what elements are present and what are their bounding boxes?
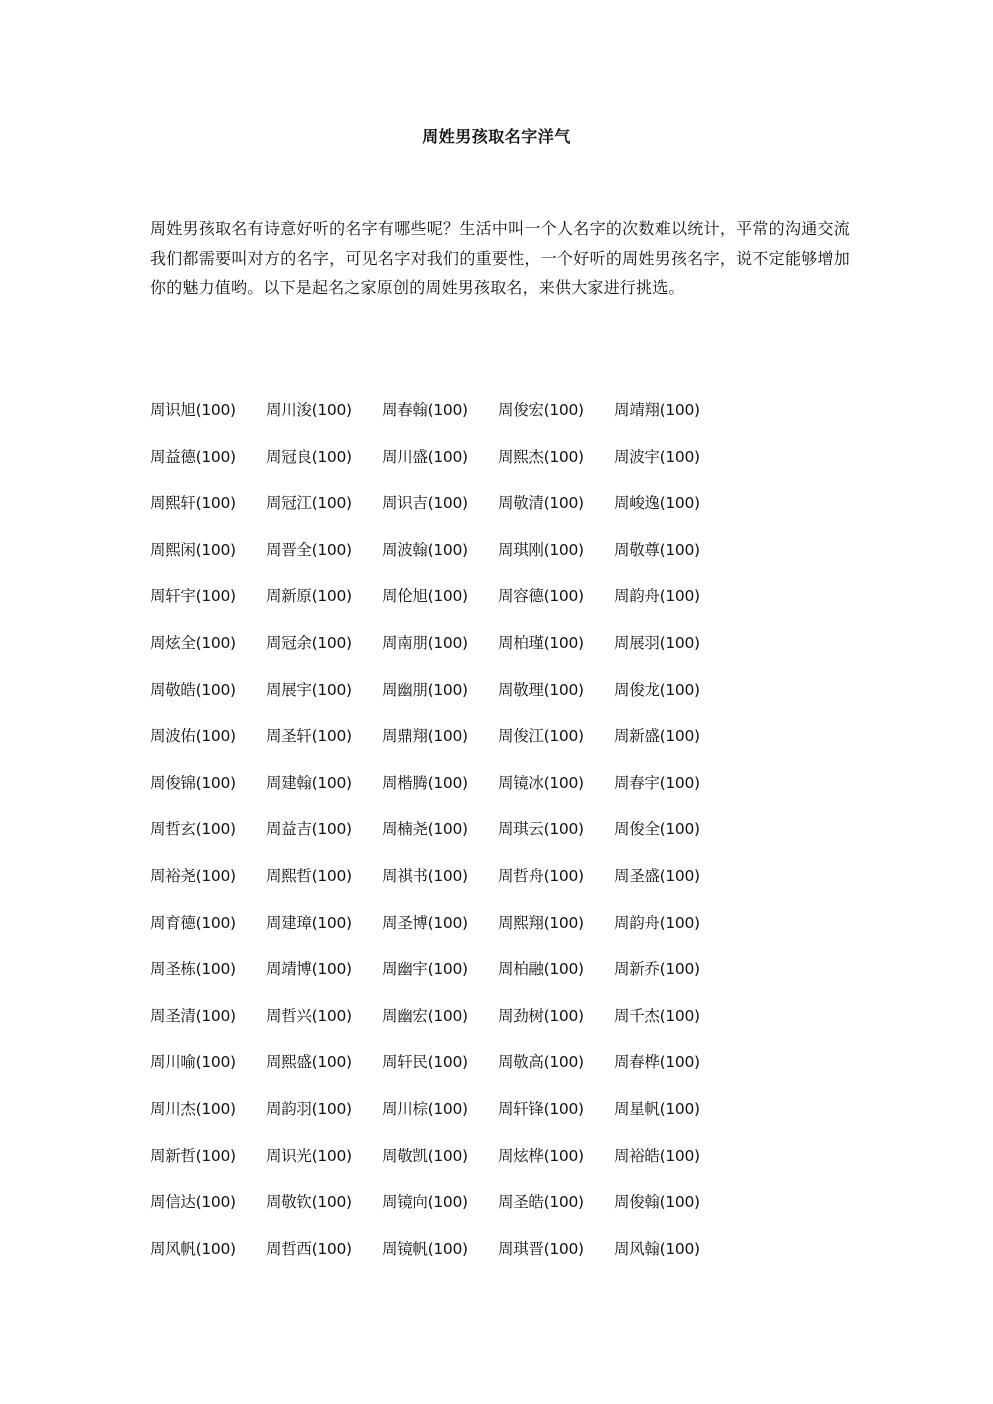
name-row [150,771,750,818]
name-entry: 周熙闲(100) [150,540,236,559]
name-entry: 周幽宇(100) [382,960,468,979]
name-entry: 周圣栋(100) [150,960,236,979]
name-entry: 周圣皓(100) [498,1193,584,1212]
name-entry: 周俊锦(100) [150,773,236,792]
name-entry: 周识旭(100) [150,401,236,419]
name-entry: 周星帆(100) [614,1099,700,1118]
name-row [150,491,750,538]
name-entry: 周新盛(100) [614,727,700,746]
name-row [150,584,750,631]
name-entry: 周镜向(100) [382,1193,468,1212]
name-row [150,1237,750,1284]
name-row [150,1144,750,1191]
name-list [150,398,750,1283]
name-entry: 周靖翔(100) [614,401,700,419]
name-entry: 周裕尧(100) [150,866,236,885]
name-entry: 周俊翰(100) [614,1193,700,1212]
name-row [150,631,750,678]
name-row [150,1097,750,1144]
name-entry: 周轩宇(100) [150,587,236,606]
name-row [150,724,750,771]
name-entry: 周敬清(100) [498,494,584,513]
name-entry: 周琪云(100) [498,820,584,839]
name-entry: 周俊江(100) [498,727,584,746]
name-entry: 周识光(100) [266,1146,352,1165]
name-entry: 周轩锋(100) [498,1099,584,1118]
name-entry: 周敬高(100) [498,1053,584,1072]
name-entry: 周敬凯(100) [382,1146,468,1165]
name-entry: 周俊宏(100) [498,401,584,419]
name-entry: 周哲兴(100) [266,1006,352,1025]
name-row [150,1190,750,1237]
name-entry: 周鼎翔(100) [382,727,468,746]
name-entry: 周幽宏(100) [382,1006,468,1025]
name-entry: 周韵羽(100) [266,1099,352,1118]
name-row [150,678,750,725]
name-entry: 周哲西(100) [266,1239,352,1258]
name-entry: 周韵舟(100) [614,587,700,606]
name-entry: 周幽朋(100) [382,680,468,699]
name-entry: 周熙盛(100) [266,1053,352,1072]
name-row [150,538,750,585]
name-row [150,817,750,864]
name-entry: 周建翰(100) [266,773,352,792]
name-entry: 周展宇(100) [266,680,352,699]
name-entry: 周冠良(100) [266,447,352,466]
name-entry: 周春宇(100) [614,773,700,792]
name-entry: 周敬钦(100) [266,1193,352,1212]
name-entry: 周新哲(100) [150,1146,236,1165]
name-entry: 周容德(100) [498,587,584,606]
name-entry: 周敬皓(100) [150,680,236,699]
name-entry: 周哲玄(100) [150,820,236,839]
name-entry: 周柏融(100) [498,960,584,979]
name-entry: 周风翰(100) [614,1239,700,1258]
name-entry: 周韵舟(100) [614,913,700,932]
name-row [150,445,750,492]
name-entry: 周祺书(100) [382,866,468,885]
name-entry: 周春桦(100) [614,1053,700,1072]
name-entry: 周益吉(100) [266,820,352,839]
name-entry: 周楷腾(100) [382,773,468,792]
name-row [150,911,750,958]
name-entry: 周镜冰(100) [498,773,584,792]
name-entry: 周敬尊(100) [614,540,700,559]
name-row [150,1004,750,1051]
name-entry: 周波宇(100) [614,447,700,466]
name-entry: 周风帆(100) [150,1239,236,1258]
name-entry: 周俊全(100) [614,820,700,839]
name-entry: 周冠江(100) [266,494,352,513]
name-entry: 周熙轩(100) [150,494,236,513]
name-entry: 周新原(100) [266,587,352,606]
name-entry: 周春翰(100) [382,401,468,419]
name-entry: 周琪晋(100) [498,1239,584,1258]
name-entry: 周熙翔(100) [498,913,584,932]
name-entry: 周川浚(100) [266,401,352,419]
name-entry: 周炫桦(100) [498,1146,584,1165]
name-entry: 周楠尧(100) [382,820,468,839]
name-entry: 周圣清(100) [150,1006,236,1025]
name-entry: 周川盛(100) [382,447,468,466]
name-entry: 周新乔(100) [614,960,700,979]
name-entry: 周熙杰(100) [498,447,584,466]
name-entry: 周圣轩(100) [266,727,352,746]
name-entry: 周琪刚(100) [498,540,584,559]
name-entry: 周育德(100) [150,913,236,932]
name-entry: 周俊龙(100) [614,680,700,699]
name-entry: 周波佑(100) [150,727,236,746]
name-entry: 周川棕(100) [382,1099,468,1118]
name-entry: 周敬理(100) [498,680,584,699]
name-entry: 周靖博(100) [266,960,352,979]
name-row [150,1050,750,1097]
document-title: 周姓男孩取名字洋气 [422,127,571,146]
name-entry: 周信达(100) [150,1193,236,1212]
name-row [150,864,750,911]
name-entry: 周轩民(100) [382,1053,468,1072]
name-entry: 周裕皓(100) [614,1146,700,1165]
name-entry: 周波翰(100) [382,540,468,559]
name-entry: 周圣盛(100) [614,866,700,885]
name-entry: 周哲舟(100) [498,866,584,885]
name-entry: 周建璋(100) [266,913,352,932]
name-entry: 周劲树(100) [498,1006,584,1025]
name-entry: 周晋全(100) [266,540,352,559]
name-entry: 周圣博(100) [382,913,468,932]
name-entry: 周冠余(100) [266,633,352,652]
name-entry: 周益德(100) [150,447,236,466]
intro-paragraph: 周姓男孩取名有诗意好听的名字有哪些呢？生活中叫一个人名字的次数难以统计，平常的沟通交流我们都需要叫对方的名字，可见名字对我们的重要性，一个好听的周姓男孩名字，说不定能够增加你的魅力值哟。以下是起名之家原创的周姓男孩取名，来供大家进行挑选。 [150,219,850,297]
name-entry: 周川喻(100) [150,1053,236,1072]
name-entry: 周川杰(100) [150,1099,236,1118]
name-entry: 周炫全(100) [150,633,236,652]
name-entry: 周千杰(100) [614,1006,700,1025]
name-entry: 周镜帆(100) [382,1239,468,1258]
name-row [150,398,750,445]
name-entry: 周伦旭(100) [382,587,468,606]
name-entry: 周识吉(100) [382,494,468,513]
name-entry: 周熙哲(100) [266,866,352,885]
name-entry: 周柏瑾(100) [498,633,584,652]
name-row [150,957,750,1004]
name-entry: 周峻逸(100) [614,494,700,513]
name-entry: 周展羽(100) [614,633,700,652]
name-entry: 周南朋(100) [382,633,468,652]
